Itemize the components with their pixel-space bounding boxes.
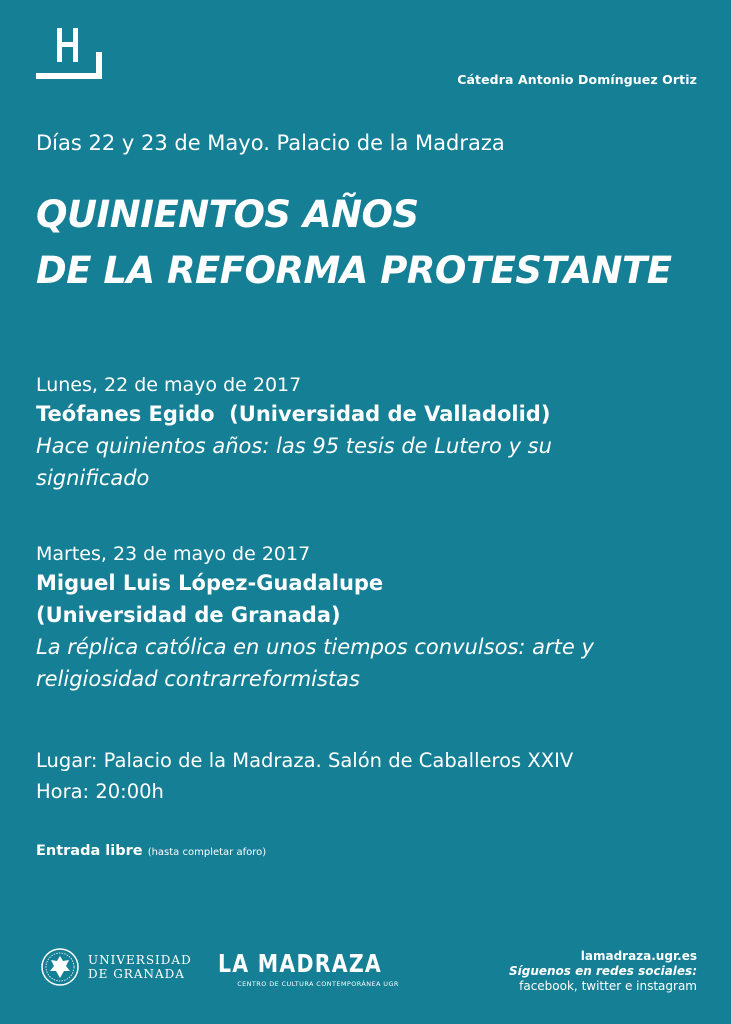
session-date: Martes, 23 de mayo de 2017	[36, 543, 311, 565]
h-logo-icon	[34, 22, 106, 86]
website-link[interactable]: lamadraza.ugr.es	[580, 949, 697, 963]
madraza-subtitle: CENTRO DE CULTURA CONTEMPORÁNEA UGR	[237, 980, 399, 988]
university-seal-icon	[40, 947, 80, 987]
ugr-line-2: DE GRANADA	[88, 967, 185, 981]
catedra-label: Cátedra Antonio Domínguez Ortiz	[457, 72, 697, 87]
event-time: Hora: 20:00h	[36, 780, 164, 803]
entrada-note: (hasta completar aforo)	[147, 847, 267, 858]
session-talk-line-1: Hace quinientos años: las 95 tesis de Lutero y su	[36, 434, 552, 458]
event-info	[36, 745, 573, 807]
social-heading: Síguenos en redes sociales:	[508, 964, 697, 978]
session-speaker-line-2: (Universidad de Granada)	[36, 603, 341, 627]
title-line-1: QUINIENTOS AÑOS	[36, 193, 419, 236]
session-monday	[36, 372, 696, 494]
session-date: Lunes, 22 de mayo de 2017	[36, 374, 302, 396]
ugr-line-1: UNIVERSIDAD	[88, 953, 192, 967]
ugr-wordmark	[88, 953, 192, 981]
event-dates: Días 22 y 23 de Mayo. Palacio de la Madraza	[36, 131, 505, 155]
session-speaker: Teófanes Egido (Universidad de Valladolid)	[36, 402, 551, 426]
session-talk-line-2: religiosidad contrarreformistas	[36, 667, 360, 691]
ugr-logo	[40, 947, 192, 987]
madraza-logo	[218, 950, 418, 988]
title-line-2: DE LA REFORMA PROTESTANTE	[36, 249, 672, 292]
session-tuesday	[36, 541, 696, 695]
madraza-name: LA MADRAZA	[218, 949, 383, 978]
entrada-notice	[36, 843, 266, 859]
session-speaker-line-1: Miguel Luis López-Guadalupe	[36, 571, 384, 595]
session-talk-line-2: significado	[36, 466, 150, 490]
social-block	[509, 949, 697, 994]
entrada-label: Entrada libre	[36, 843, 143, 859]
event-place: Lugar: Palacio de la Madraza. Salón de Caballeros XXIV	[36, 749, 574, 772]
event-title	[36, 187, 672, 299]
social-list: facebook, twitter e instagram	[519, 979, 697, 993]
session-talk-line-1: La réplica católica en unos tiempos convulsos: arte y	[36, 635, 594, 659]
